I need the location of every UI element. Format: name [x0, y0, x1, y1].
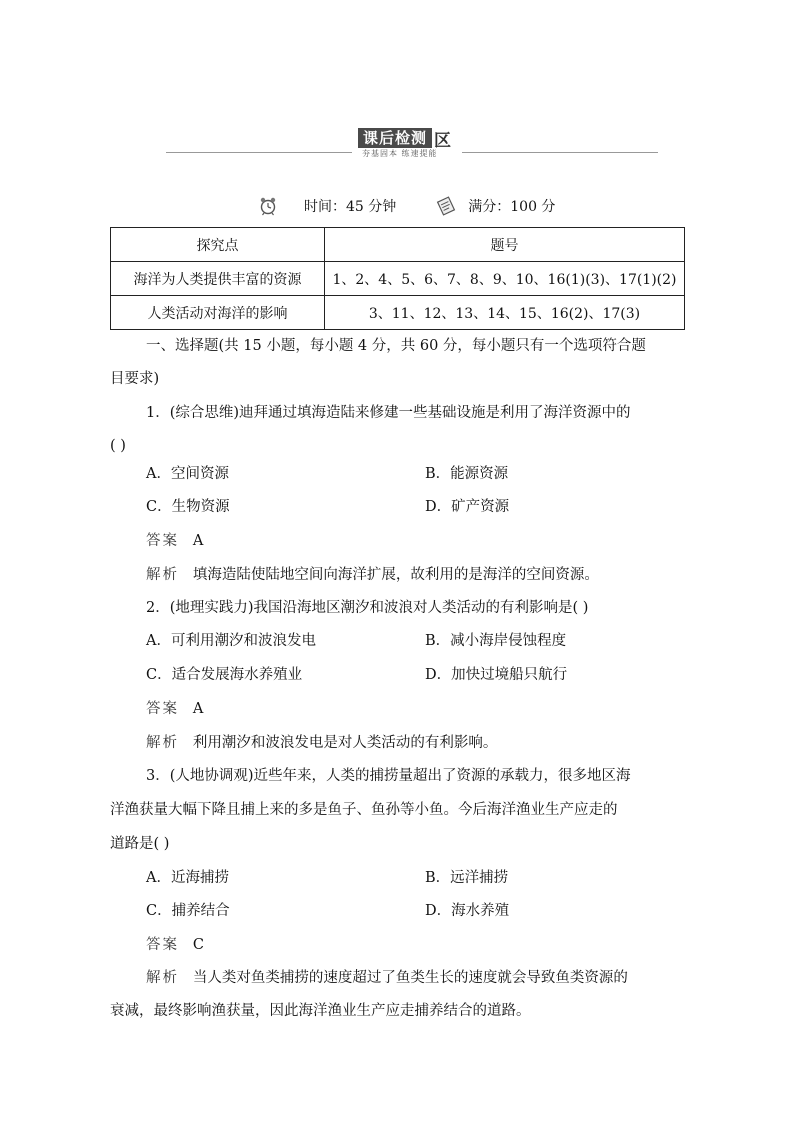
banner-tag	[358, 128, 452, 151]
analysis-label: 解析	[146, 970, 179, 986]
table-row	[111, 262, 685, 296]
score-paper-icon	[436, 196, 456, 216]
question-2-analysis	[146, 733, 497, 753]
question-1-option-b: B．能源资源	[425, 466, 509, 482]
table-row	[111, 296, 685, 330]
table-header-questions: 题号	[325, 228, 685, 262]
table-header-row	[111, 228, 685, 262]
question-1-answer	[146, 531, 203, 551]
analysis-text: 填海造陆使陆地空间向海洋扩展，故利用的是海洋的空间资源。	[192, 567, 599, 583]
analysis-text: 当人类对鱼类捕捞的速度超过了鱼类生长的速度就会导致鱼类资源的	[192, 970, 628, 986]
question-3-analysis	[146, 968, 628, 988]
table-cell-topic: 人类活动对海洋的影响	[111, 296, 325, 330]
analysis-label: 解析	[146, 567, 179, 583]
section-banner	[0, 128, 794, 158]
question-3-option-a: A．近海捕捞	[146, 870, 229, 886]
banner-subtitle: 夯基固本 练速提能	[362, 149, 438, 158]
answer-label: 答案	[146, 533, 179, 549]
question-3-stem-cont: 洋渔获量大幅下降且捕上来的多是鱼子、鱼孙等小鱼。今后海洋渔业生产应走的	[110, 802, 618, 818]
alarm-clock-icon	[258, 196, 278, 216]
question-2-option-a: A．可利用潮汐和波浪发电	[146, 633, 316, 649]
analysis-label: 解析	[146, 735, 179, 751]
table-cell-questions: 3、11、12、13、14、15、16(2)、17(3)	[325, 296, 685, 330]
question-2-option-b: B．减小海岸侵蚀程度	[425, 633, 567, 649]
question-3-stem: 3．(人地协调观)近些年来，人类的捕捞量超出了资源的承载力，很多地区海	[146, 768, 631, 784]
question-1-stem: 1．(综合思维)迪拜通过填海造陆来修建一些基础设施是利用了海洋资源中的	[146, 405, 631, 421]
question-3-option-d: D．海水养殖	[425, 903, 510, 919]
topic-question-table	[110, 227, 685, 330]
question-1-option-a: A．空间资源	[146, 466, 229, 482]
question-2-stem: 2．(地理实践力)我国沿海地区潮汐和波浪对人类活动的有利影响是( )	[146, 600, 589, 616]
question-3-stem-cont2: 道路是( )	[110, 836, 170, 852]
table-header-topic: 探究点	[111, 228, 325, 262]
score-label: 满分：100 分	[468, 199, 556, 215]
section-heading-cont: 目要求)	[110, 371, 160, 387]
question-3-option-b: B．远洋捕捞	[425, 870, 509, 886]
question-2-option-d: D．加快过境船只航行	[425, 667, 568, 683]
question-1-analysis	[146, 565, 599, 585]
banner-title: 课后检测	[358, 128, 432, 148]
answer-value: A	[192, 533, 204, 549]
table-cell-topic: 海洋为人类提供丰富的资源	[111, 262, 325, 296]
answer-label: 答案	[146, 937, 179, 953]
question-2-answer	[146, 699, 203, 719]
question-3-answer	[146, 935, 204, 955]
banner-left-rule	[166, 152, 352, 153]
question-1-blank: ( )	[110, 438, 126, 454]
question-1-option-d: D．矿产资源	[425, 499, 510, 515]
answer-value: C	[192, 937, 204, 953]
question-3-option-c: C．捕养结合	[146, 903, 230, 919]
section-heading: 一、选择题(共 15 小题，每小题 4 分，共 60 分，每小题只有一个选项符合题	[146, 338, 646, 354]
question-3-analysis-cont: 衰减，最终影响渔获量，因此海洋渔业生产应走捕养结合的道路。	[110, 1003, 531, 1019]
answer-value: A	[192, 701, 204, 717]
question-1-option-c: C．生物资源	[146, 499, 230, 515]
banner-right-rule	[462, 152, 658, 153]
analysis-text: 利用潮汐和波浪发电是对人类活动的有利影响。	[192, 735, 498, 751]
question-2-option-c: C．适合发展海水养殖业	[146, 667, 303, 683]
table-cell-questions: 1、2、4、5、6、7、8、9、10、16(1)(3)、17(1)(2)	[325, 262, 685, 296]
time-score-bar	[258, 194, 555, 218]
time-label: 时间：45 分钟	[304, 199, 397, 215]
answer-label: 答案	[146, 701, 179, 717]
banner-suffix: 区	[434, 130, 452, 151]
